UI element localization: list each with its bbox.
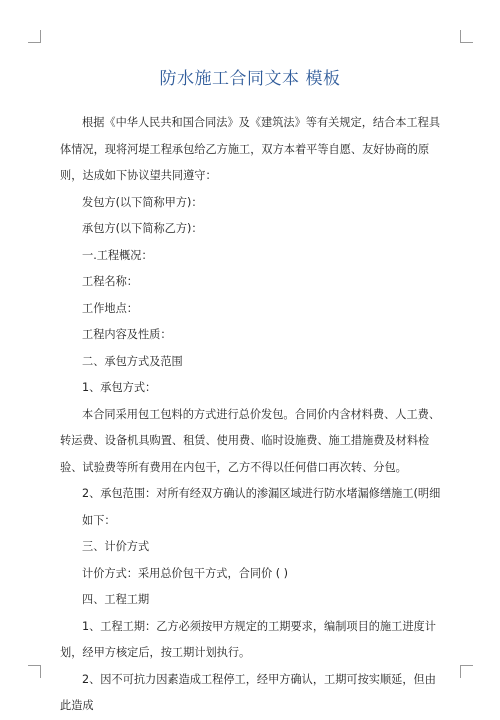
document-title: 防水施工合同文本 模板 <box>159 69 341 89</box>
crop-mark-bottom-right <box>460 665 473 678</box>
paragraph-preamble: 根据《中华人民共和国合同法》及《建筑法》等有关规定，结合本工程具体情况，现将河堤工程承包给乙方施工，双方本着平等自愿、友好协商的原则，达成如下协议望共同遵守： <box>60 116 441 182</box>
paragraph-work-location: 工作地点： <box>82 301 138 315</box>
paragraph-contract-method-detail: 本合同采用包工包料的方式进行总价发包。合同价内含材料费、人工费、转运费、设备机具购置、租赁、使用费、临时设施费、施工措施费及材料检验、试验费等所有费用在内包干，乙方不得以任何借口再次转、分包。 <box>60 407 441 474</box>
crop-mark-top-left <box>28 30 41 43</box>
paragraph-contract-scope: 2、承包范围：对所有经双方确认的渗漏区域进行防水堵漏修缮施工(明细如下： <box>82 487 441 527</box>
paragraph-party-b: 承包方(以下简称乙方)： <box>82 222 203 235</box>
paragraph-schedule-2: 2、因不可抗力因素造成工程停工，经甲方确认，工期可按实顺延，但由此造成 <box>60 672 436 712</box>
section-heading-schedule: 四、工程工期 <box>82 593 150 606</box>
crop-mark-top-right <box>460 30 473 43</box>
paragraph-schedule-1: 1、工程工期：乙方必须按甲方规定的工期要求，编制项目的施工进度计划，经甲方核定后，按工期计划执行。 <box>60 619 436 659</box>
paragraph-contract-method: 1、承包方式： <box>82 381 157 394</box>
paragraph-project-name: 工程名称： <box>82 275 138 288</box>
document-body <box>60 110 444 720</box>
section-heading-contract-scope: 二、承包方式及范围 <box>82 354 183 368</box>
crop-mark-bottom-left <box>28 665 41 678</box>
paragraph-party-a: 发包方(以下简称甲方)： <box>82 195 203 209</box>
section-heading-overview: 一.工程概况： <box>82 248 153 262</box>
paragraph-pricing-method: 计价方式：采用总价包干方式，合同价 ( ) <box>82 566 289 580</box>
section-heading-pricing: 三、计价方式 <box>82 540 150 553</box>
paragraph-project-content: 工程内容及性质： <box>82 328 172 341</box>
